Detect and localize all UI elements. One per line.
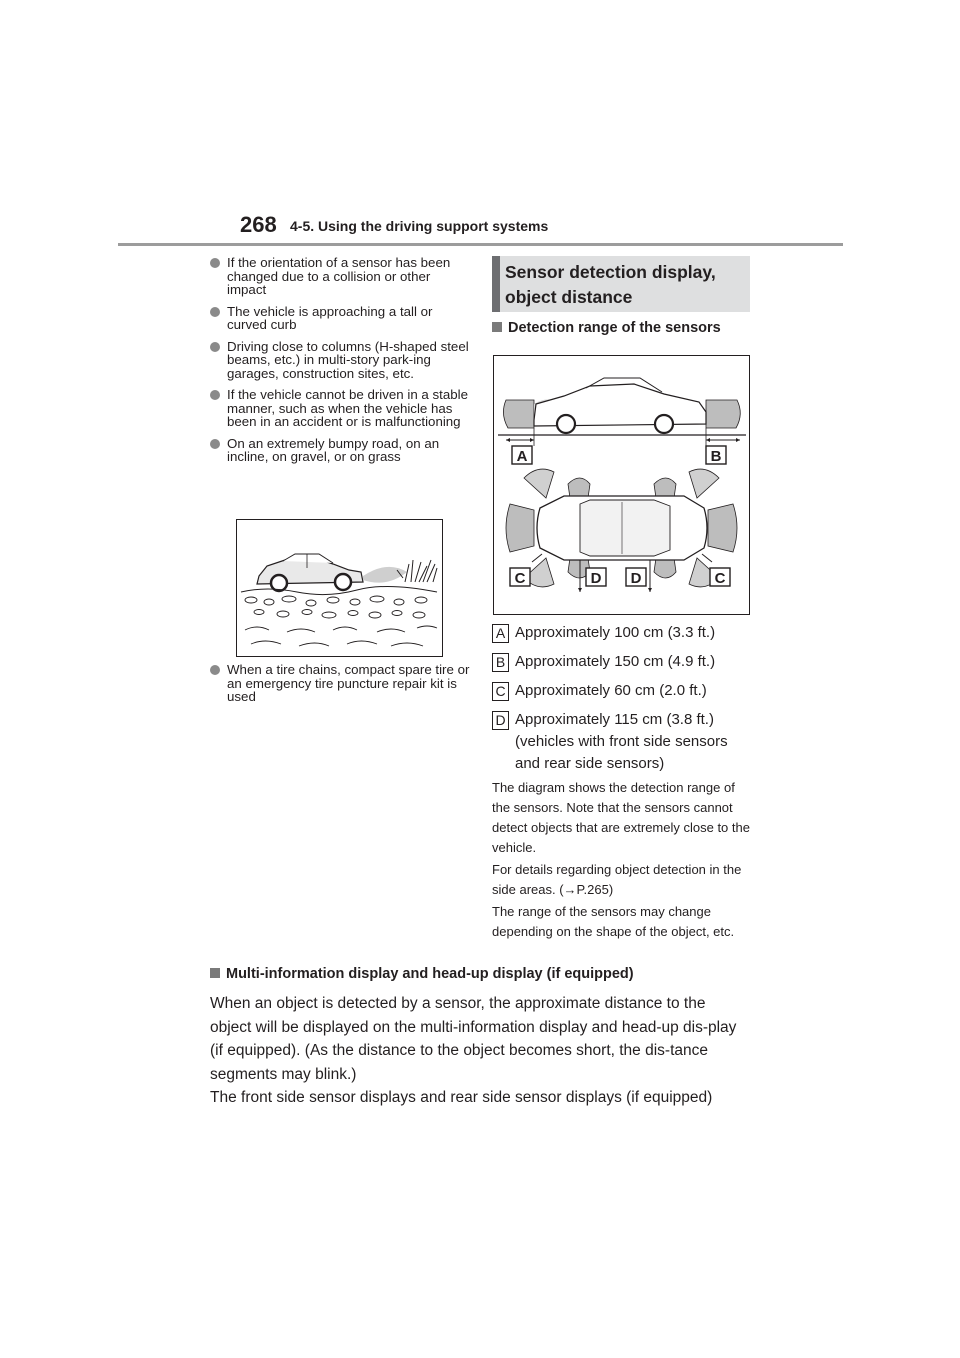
heading-text: Sensor detection display, object distance (505, 262, 716, 307)
bullet-icon (210, 390, 220, 400)
diagram-label-a: A (516, 448, 528, 465)
square-bullet-icon (492, 322, 502, 332)
list-item (210, 388, 472, 429)
note-paragraph: The diagram shows the detection range of the sensors. Note that the sensors cannot detect objects that are extremely close to the vehicle. (492, 780, 750, 855)
note-paragraph: For details regarding object detection in the side areas. (→P.265) (492, 862, 742, 897)
sensor-section-heading (492, 256, 750, 312)
diagram-label-d-right: D (630, 570, 642, 587)
left-column (210, 256, 472, 464)
square-bullet-icon (210, 968, 220, 978)
legend-text: Approximately 100 cm (3.3 ft.) (515, 624, 716, 641)
list-item (210, 437, 472, 464)
legend-letter: D (492, 711, 509, 730)
bullet-icon (210, 258, 220, 268)
bullet-text: On an extremely bumpy road, on an incline, on gravel, or on grass (227, 435, 440, 464)
list-item (210, 340, 472, 381)
diagram-label-d-left: D (590, 570, 602, 587)
legend-letter: B (492, 653, 509, 672)
diagram-label-c-left: C (514, 570, 526, 587)
bullet-icon (210, 439, 220, 449)
list-item (210, 256, 472, 297)
legend-letter: C (492, 682, 509, 701)
detection-range-subheading (492, 320, 721, 336)
diagram-label-c-right: C (714, 570, 726, 587)
legend-item-a (492, 622, 762, 644)
legend-text: Approximately 115 cm (3.8 ft.) (vehicles with front side sensors and rear side sensors) (515, 711, 728, 772)
legend-item-c (492, 680, 762, 702)
distance-legend (492, 622, 762, 782)
bullet-icon (210, 307, 220, 317)
legend-text: Approximately 60 cm (2.0 ft.) (515, 682, 707, 699)
sensor-range-diagram (493, 355, 750, 615)
bullet-text: If the vehicle cannot be driven in a stable manner, such as when the vehicle has been in an accident or is malfunctioning (227, 387, 468, 429)
subheading-text: Detection range of the sensors (508, 320, 721, 336)
car-sensor-range-image (494, 356, 749, 614)
header-rule (118, 243, 843, 246)
legend-letter: A (492, 624, 509, 643)
legend-text: Approximately 150 cm (4.9 ft.) (515, 653, 716, 670)
display-subheading (210, 966, 634, 982)
bullet-text: When a tire chains, compact spare tire or an emergency tire puncture repair kit is used (227, 662, 470, 704)
section-title: 4-5. Using the driving support systems (290, 218, 549, 234)
bullet-text: Driving close to columns (H-shaped steel beams, etc.) in multi-story park-ing garages, construction sites, etc. (227, 338, 469, 381)
legend-item-b (492, 651, 762, 673)
note-paragraph: The range of the sensors may change depending on the shape of the object, etc. (492, 904, 735, 939)
body-paragraph: The front side sensor displays and rear side sensor displays (if equipped) (210, 1089, 713, 1106)
car-on-rough-ground-image (237, 520, 442, 656)
bullet-text: If the orientation of a sensor has been changed due to a collision or other impact (227, 255, 451, 297)
list-item (210, 305, 472, 332)
list-item (210, 663, 472, 704)
bullet-text: The vehicle is approaching a tall or curved curb (227, 303, 433, 332)
bumpy-road-illustration (236, 519, 443, 657)
bullet-icon (210, 342, 220, 352)
bullet-icon (210, 665, 220, 675)
condition-list (210, 256, 472, 464)
legend-item-d (492, 709, 744, 775)
page-number: 268 (240, 212, 277, 237)
subheading-text: Multi-information display and head-up display (if equipped) (226, 966, 634, 982)
diagram-label-b: B (710, 448, 722, 465)
body-paragraph: When an object is detected by a sensor, the approximate distance to the object will be displayed on the multi-information display and head-up dis-play (if equipped). (As the distance to the object becomes short, the dis-tance segments may blink.) (210, 995, 737, 1083)
